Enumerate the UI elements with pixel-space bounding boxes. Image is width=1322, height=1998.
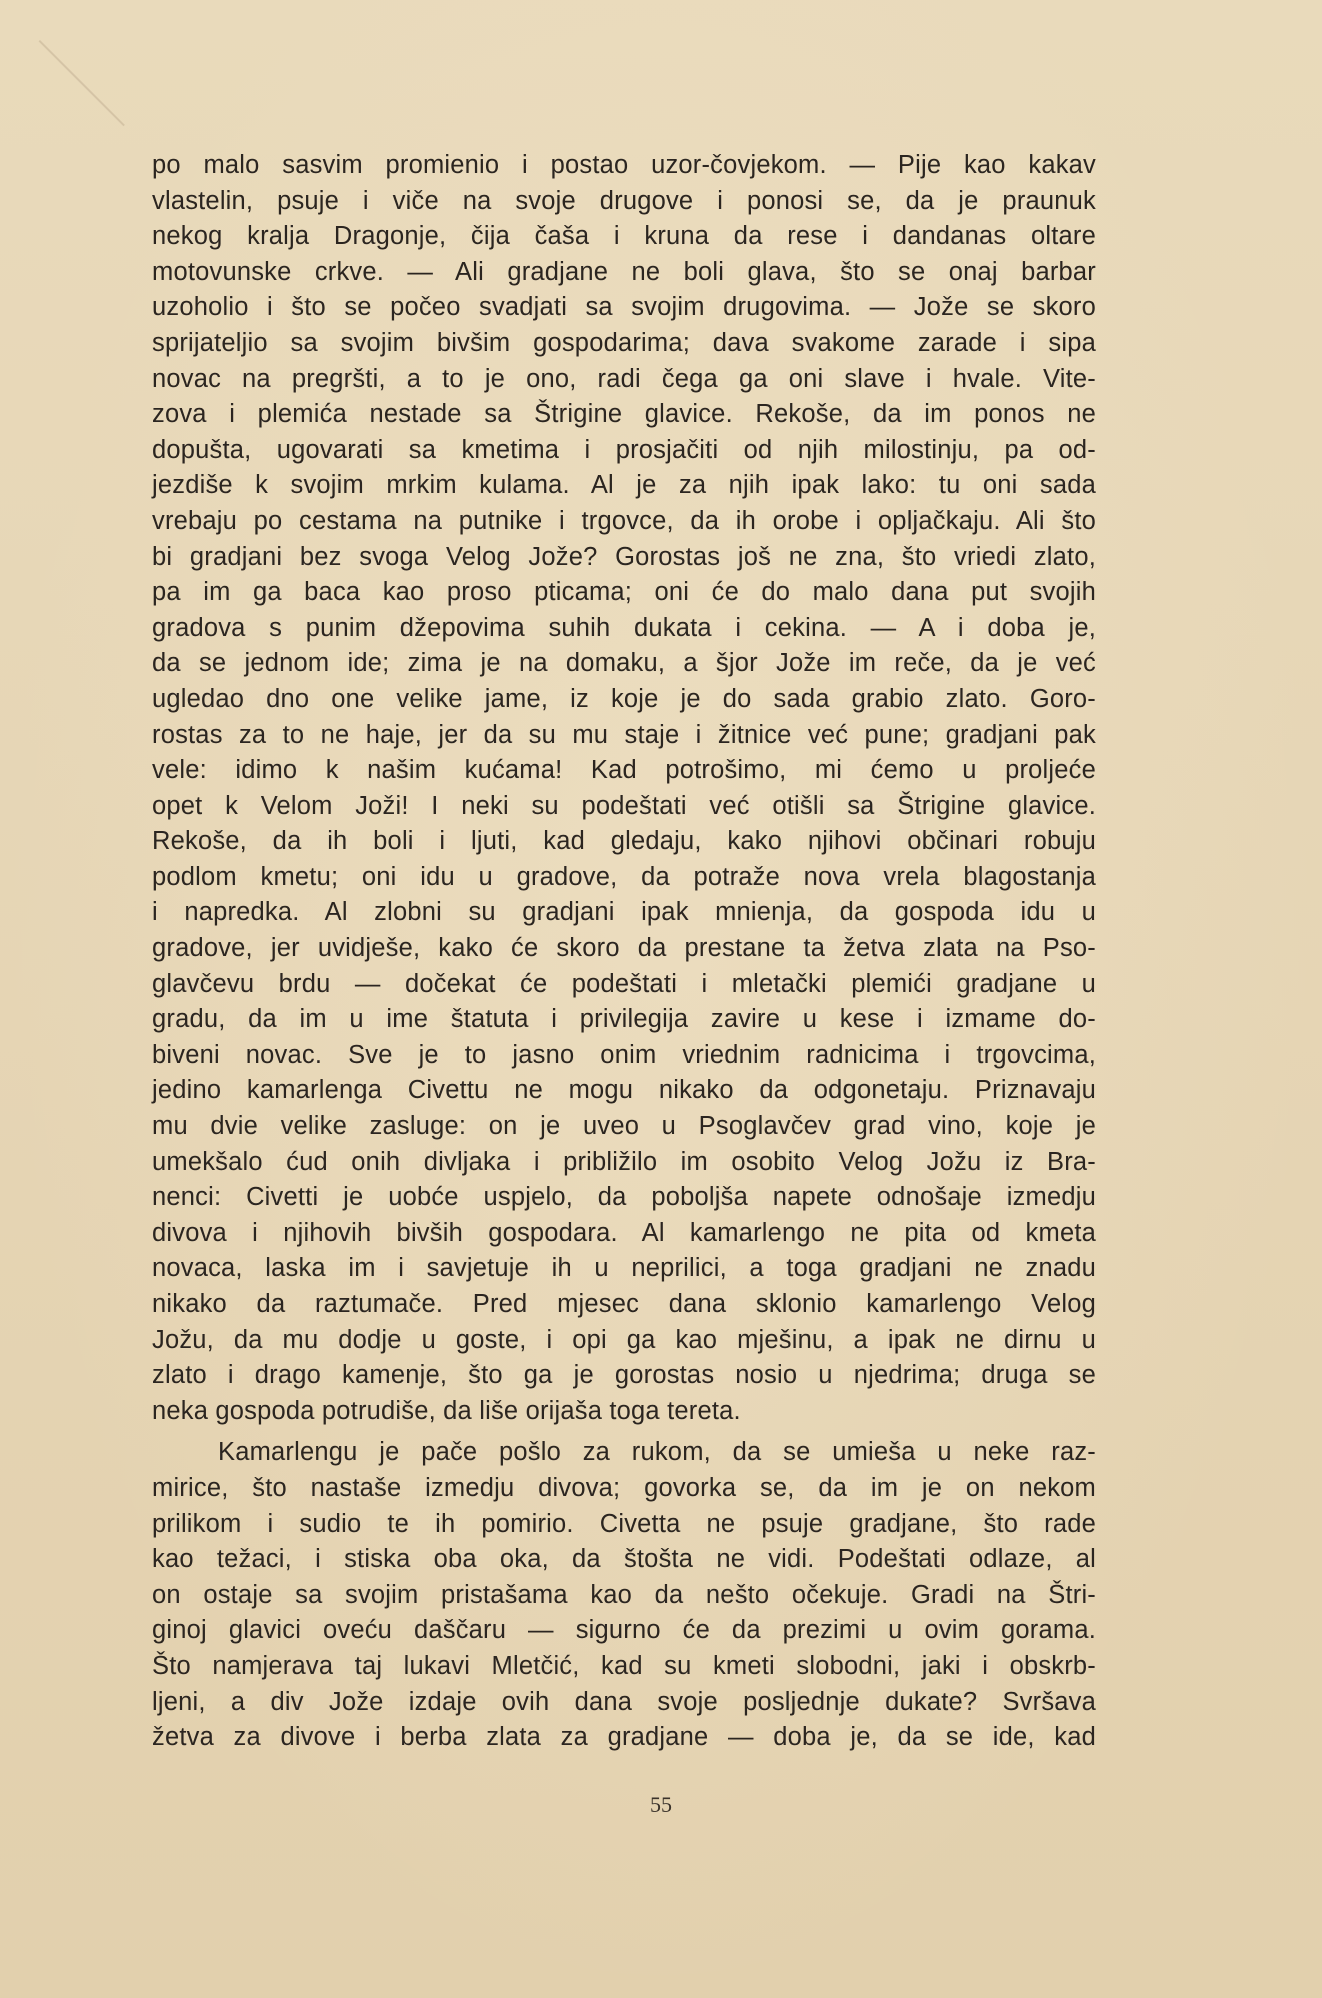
text-line: Jožu, da mu dodje u goste, i opi ga kao mješinu, a ipak ne dirnu u [152,1325,1096,1354]
paragraph [152,148,1096,1429]
text-line: ljeni, a div Jože izdaje ovih dana svoje posljednje dukate? Svršava [152,1687,1096,1716]
text-line: on ostaje sa svojim pristašama kao da nešto očekuje. Gradi na Štri- [152,1580,1096,1609]
text-line: vele: idimo k našim kućama! Kad potrošimo, mi ćemo u proljeće [152,756,1096,785]
text-line: pa im ga baca kao proso pticama; oni će do malo dana put svojih [152,578,1096,607]
text-line: motovunske crkve. — Ali gradjane ne boli glava, što se onaj barbar [152,257,1096,286]
page-number: 55 [650,1792,672,1817]
text-line: zlato i drago kamenje, što ga je gorostas nosio u njedrima; druga se [152,1361,1096,1390]
text-line: ugledao dno one velike jame, iz koje je do sada grabio zlato. Goro- [152,684,1096,713]
text-line: neka gospoda potrudiše, da liše orijaša toga tereta. [152,1396,741,1425]
text-line: vlastelin, psuje i viče na svoje drugove i ponosi se, da je praunuk [152,186,1096,215]
text-line: divova i njihovih bivših gospodara. Al kamarlengo ne pita od kmeta [152,1218,1096,1247]
text-line: mu dvie velike zasluge: on je uveo u Psoglavčev grad vino, koje je [152,1112,1096,1141]
body-text [152,148,1096,1756]
text-line: Rekoše, da ih boli i ljuti, kad gledaju, kako njihovi občinari robuju [152,827,1096,856]
text-line: po malo sasvim promienio i postao uzor-čovjekom. — Pije kao kakav [152,151,1096,179]
text-line: nikako da raztumače. Pred mjesec dana sklonio kamarlengo Velog [152,1290,1096,1318]
text-line: glavčevu brdu — dočekat će podeštati i mletački plemići gradjane u [152,969,1096,998]
text-line: ginoj glavici oveću daščaru — sigurno će da prezimi u ovim gorama. [152,1616,1096,1645]
text-line: prilikom i sudio te ih pomirio. Civetta ne psuje gradjane, što rade [152,1509,1096,1538]
paragraph [152,1435,1096,1755]
text-line: gradove, jer uvidješe, kako će skoro da prestane ta žetva zlata na Pso- [152,934,1096,963]
text-line: umekšalo ćud onih divljaka i približilo im osobito Velog Jožu iz Bra- [152,1147,1096,1176]
text-line: jezdiše k svojim mrkim kulama. Al je za njih ipak lako: tu oni sada [152,471,1096,500]
text-line: žetva za divove i berba zlata za gradjane — doba je, da se ide, kad [152,1723,1096,1752]
text-line: Što namjerava taj lukavi Mletčić, kad su kmeti slobodni, jaki i obskrb- [152,1651,1096,1680]
text-line: uzoholio i što se počeo svadjati sa svojim drugovima. — Jože se skoro [152,293,1096,322]
text-line: zova i plemića nestade sa Štrigine glavice. Rekoše, da im ponos ne [152,400,1096,429]
text-line: jedino kamarlenga Civettu ne mogu nikako da odgonetaju. Priznavaju [152,1076,1096,1105]
text-line: podlom kmetu; oni idu u gradove, da potraže nova vrela blagostanja [152,862,1096,891]
text-line: kao težaci, i stiska oba oka, da štošta ne vidi. Podeštati odlaze, al [152,1545,1096,1574]
text-line: novaca, laska im i savjetuje ih u neprilici, a toga gradjani ne znadu [152,1254,1096,1283]
text-line: da se jednom ide; zima je na domaku, a šjor Jože im reče, da je već [152,649,1096,678]
text-line: Kamarlengu je pače pošlo za rukom, da se umieša u neke raz- [218,1438,1096,1467]
text-line: nekog kralja Dragonje, čija čaša i kruna da rese i dandanas oltare [152,222,1096,251]
text-line: mirice, što nastaše izmedju divova; govorka se, da im je on nekom [152,1473,1096,1502]
text-line: vrebaju po cestama na putnike i trgovce, da ih orobe i opljačkaju. Ali što [152,506,1096,535]
text-line: bi gradjani bez svoga Velog Jože? Gorostas još ne zna, što vriedi zlato, [152,542,1096,571]
text-line: sprijateljio sa svojim bivšim gospodarima; dava svakome zarade i sipa [152,328,1096,357]
paper-crease [39,40,125,126]
text-line: biveni novac. Sve je to jasno onim vriednim radnicima i trgovcima, [152,1040,1096,1069]
text-line: gradova s punim džepovima suhih dukata i cekina. — A i doba je, [152,613,1096,642]
text-line: rostas za to ne haje, jer da su mu staje i žitnice već pune; gradjani pak [152,720,1096,749]
text-line: novac na pregršti, a to je ono, radi čega ga oni slave i hvale. Vite- [152,364,1096,393]
text-line: gradu, da im u ime štatuta i privilegija zavire u kese i izmame do- [152,1005,1096,1034]
text-line: opet k Velom Joži! I neki su podeštati već otišli sa Štrigine glavice. [152,791,1096,820]
text-line: nenci: Civetti je uobće uspjelo, da poboljša napete odnošaje izmedju [152,1183,1096,1212]
text-line: i napredka. Al zlobni su gradjani ipak mnienja, da gospoda idu u [152,898,1096,927]
text-line: dopušta, ugovarati sa kmetima i prosjačiti od njih milostinju, pa od- [152,435,1096,464]
